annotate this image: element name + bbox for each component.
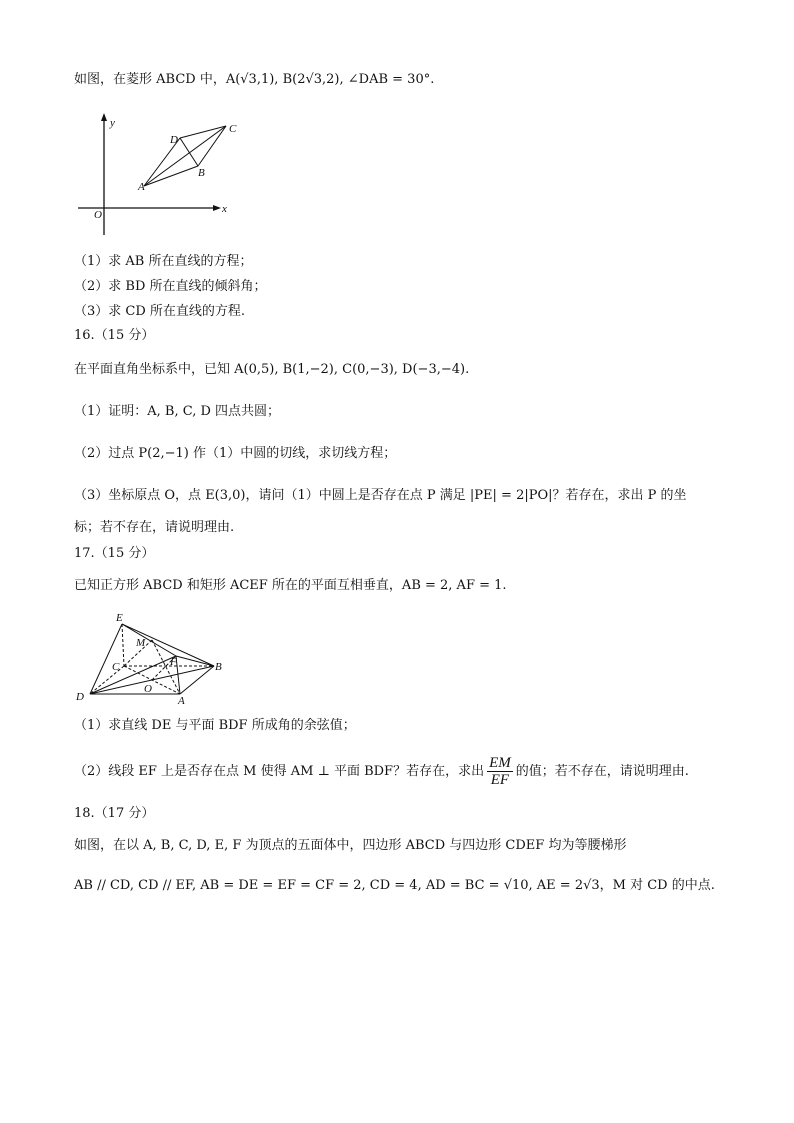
label-o: O — [144, 683, 152, 695]
problem-15-q1: （1）求 AB 所在直线的方程； — [74, 254, 253, 269]
problem-15-q3: （3）求 CD 所在直线的方程. — [74, 304, 246, 319]
label-b: B — [198, 167, 205, 179]
problem-17-header: 17.（15 分） — [74, 546, 155, 561]
label-o: O — [94, 209, 102, 221]
edge-ec — [122, 624, 124, 666]
label-b: B — [215, 661, 222, 673]
problem-17-q2 — [74, 752, 689, 792]
ratio-fraction — [487, 755, 513, 788]
problem-17-q2-post: 的值；若不存在，请说明理由. — [515, 764, 689, 779]
label-x: x — [222, 203, 227, 215]
problem-15-q2: （2）求 BD 所在直线的倾斜角； — [74, 279, 267, 294]
problem-16-q1: （1）证明：A, B, C, D 四点共圆； — [74, 404, 281, 419]
label-d: D — [170, 134, 178, 146]
problem-17-q1: （1）求直线 DE 与平面 BDF 所成角的余弦值； — [74, 718, 356, 733]
label-c: C — [229, 123, 237, 135]
problem-16-header: 16.（15 分） — [74, 328, 155, 343]
edge-ef — [122, 624, 176, 656]
problem-17-q2-pre: （2）线段 EF 上是否存在点 M 使得 AM ⊥ 平面 BDF？若存在，求出 — [74, 764, 485, 779]
label-d: D — [76, 691, 84, 703]
problem-16-q3b: 标；若不存在，请说明理由. — [74, 520, 235, 535]
label-y: y — [110, 117, 115, 129]
x-axis-arrow — [213, 205, 221, 211]
problem-18-header: 18.（17 分） — [74, 806, 155, 821]
problem-17-intro: 已知正方形 ABCD 和矩形 ACEF 所在的平面互相垂直，AB = 2, AF = 1. — [74, 578, 507, 593]
rhombus-coordinate-figure — [74, 110, 244, 240]
problem-15-intro: 如图，在菱形 ABCD 中，A(√3,1), B(2√3,2), ∠DAB = 30°. — [74, 72, 435, 87]
edge-df — [90, 656, 176, 694]
prism-figure — [74, 610, 234, 705]
label-e: E — [116, 612, 123, 624]
label-a: A — [138, 181, 145, 193]
problem-18-conditions: AB // CD, CD // EF, AB = DE = EF = CF = 2, CD = 4, AD = BC = √10, AE = 2√3，M 对 CD 的中点. — [74, 878, 715, 893]
diagonal-ac — [144, 126, 226, 186]
problem-18-intro: 如图，在以 A, B, C, D, E, F 为顶点的五面体中，四边形 ABCD 与四边形 CDEF 均为等腰梯形 — [74, 838, 627, 853]
diagonal-bd — [180, 138, 198, 166]
label-c: C — [112, 661, 120, 673]
label-m: M — [136, 637, 146, 649]
problem-16-intro: 在平面直角坐标系中，已知 A(0,5), B(1,−2), C(0,−3), D(−3,−4). — [74, 362, 470, 377]
fraction-numerator: EM — [489, 755, 511, 771]
problem-16-q2: （2）过点 P(2,−1) 作（1）中圆的切线，求切线方程； — [74, 446, 397, 461]
fraction-denominator: EF — [490, 772, 510, 788]
edge-ed — [90, 624, 122, 694]
problem-16-q3a: （3）坐标原点 O，点 E(3,0)，请问（1）中圆上是否存在点 P 满足 |PE| = 2|PO|？若存在，求出 P 的坐 — [74, 488, 687, 503]
label-a: A — [178, 695, 185, 705]
y-axis-arrow — [101, 113, 107, 121]
label-f: F — [170, 656, 177, 668]
